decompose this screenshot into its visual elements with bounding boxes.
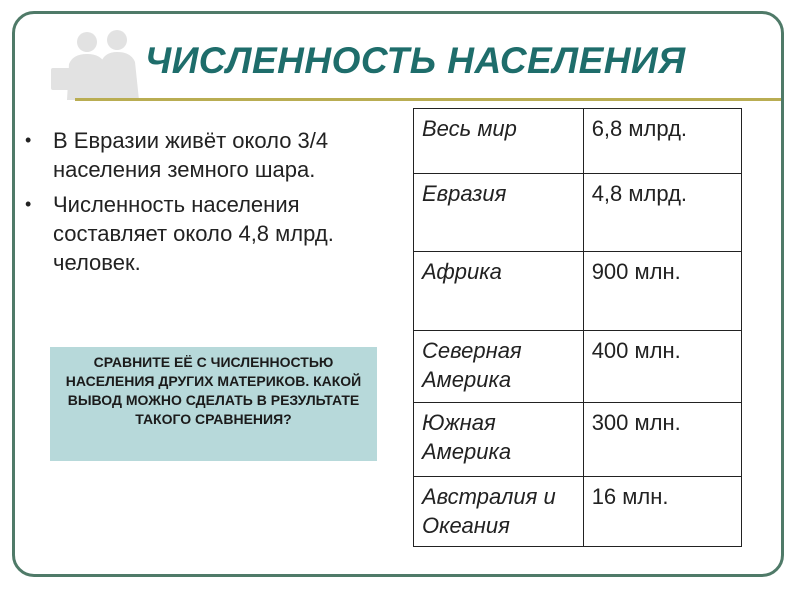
bullet-item	[25, 126, 405, 184]
region-cell: Южная Америка	[414, 403, 584, 477]
table-row	[414, 109, 742, 174]
region-cell: Африка	[414, 252, 584, 331]
population-table	[413, 108, 742, 547]
callout-text: СРАВНИТЕ ЕЁ С ЧИСЛЕННОСТЬЮ НАСЕЛЕНИЯ ДРУГИХ МАТЕРИКОВ. КАКОЙ ВЫВОД МОЖНО СДЕЛАТЬ В РЕЗУЛЬТАТЕ ТАКОГО СРАВНЕНИЯ?	[65, 354, 362, 427]
table-row	[414, 331, 742, 403]
population-cell: 400 млн.	[583, 331, 741, 403]
table-row	[414, 403, 742, 477]
population-cell: 6,8 млрд.	[583, 109, 741, 174]
table-row	[414, 477, 742, 547]
population-cell: 4,8 млрд.	[583, 174, 741, 252]
region-cell: Евразия	[414, 174, 584, 252]
slide-title: ЧИСЛЕННОСТЬ НАСЕЛЕНИЯ	[145, 40, 686, 81]
population-cell: 300 млн.	[583, 403, 741, 477]
question-callout	[50, 347, 377, 461]
population-cell: 900 млн.	[583, 252, 741, 331]
bullet-list	[25, 126, 405, 283]
bullet-marker: •	[25, 130, 32, 150]
population-cell: 16 млн.	[583, 477, 741, 547]
bullet-text: В Евразии живёт около 3/4 населения земного шара.	[53, 128, 329, 182]
region-cell: Северная Америка	[414, 331, 584, 403]
table-row	[414, 174, 742, 252]
bullet-item	[25, 190, 405, 277]
region-cell: Австралия и Океания	[414, 477, 584, 547]
table-row	[414, 252, 742, 331]
bullet-marker: •	[25, 194, 32, 214]
bullet-text: Численность населения составляет около 4,8 млрд. человек.	[53, 192, 334, 275]
region-cell: Весь мир	[414, 109, 584, 174]
title-underline	[75, 98, 781, 101]
business-people-icon	[47, 28, 157, 100]
